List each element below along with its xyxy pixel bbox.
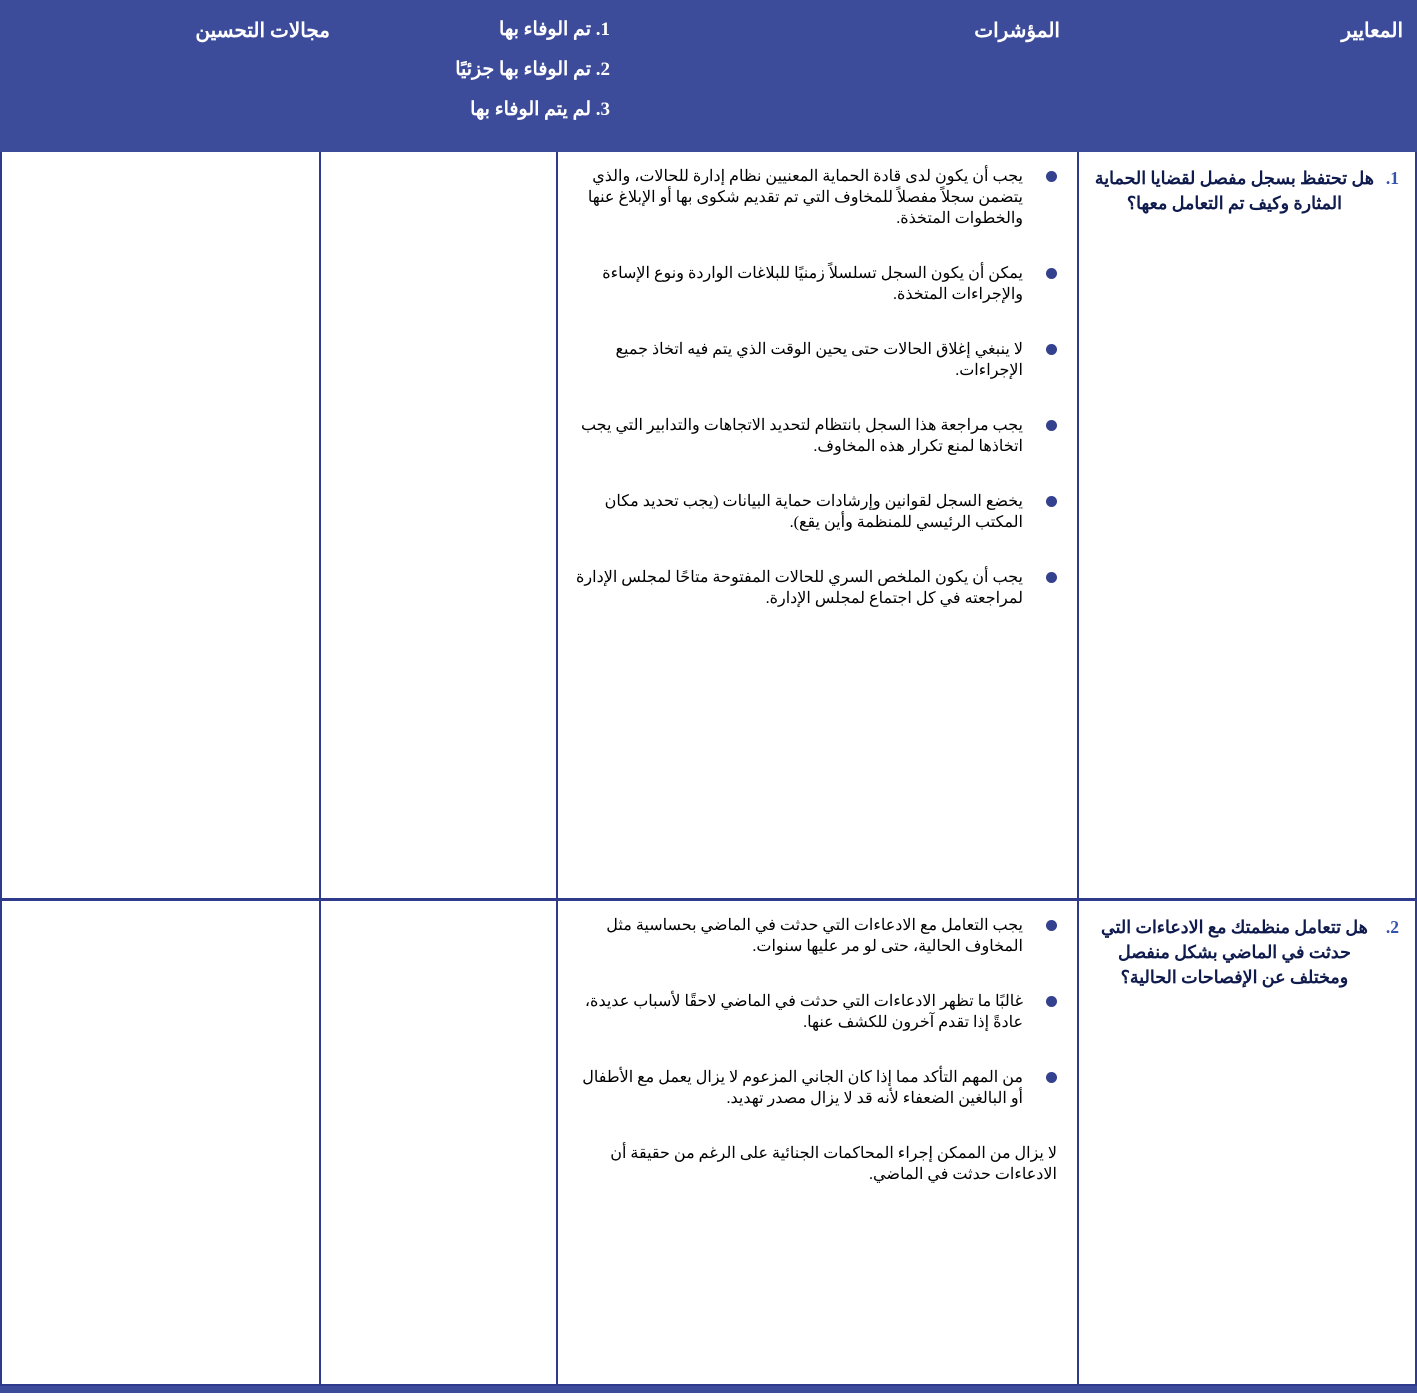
bullet-icon	[1046, 572, 1057, 583]
question-number: 2.	[1385, 917, 1399, 937]
bullet-icon	[1046, 1072, 1057, 1083]
improvement-cell-empty	[2, 152, 319, 898]
column-header-indicators: المؤشرات	[974, 20, 1060, 42]
indicator-item	[576, 491, 1057, 533]
bullet-icon	[1046, 171, 1057, 182]
criteria-question	[1089, 915, 1399, 990]
indicator-list	[576, 166, 1057, 609]
indicator-list	[576, 915, 1057, 1109]
question-text: هل تتعامل منظمتك مع الادعاءات التي حدثت في الماضي بشكل منفصل ومختلف عن الإفصاحات الحالية؟	[1101, 917, 1368, 987]
indicator-item	[576, 166, 1057, 229]
indicator-text: يجب أن يكون لدى قادة الحماية المعنيين نظام إدارة للحالات، والذي يتضمن سجلاً مفصلاً للمخاوف التي تم تقديم شكوى بها أو الإبلاغ عنها والخطوات المتخذة.	[587, 168, 1023, 227]
legend-item-not-met: 3. لم يتم الوفاء بها	[470, 99, 610, 120]
criteria-cell	[1077, 901, 1415, 1384]
rating-legend	[455, 10, 610, 130]
indicator-item	[576, 915, 1057, 957]
bullet-icon	[1046, 496, 1057, 507]
indicator-text: يمكن أن يكون السجل تسلسلاً زمنيًا للبلاغات الواردة ونوع الإساءة والإجراءات المتخذة.	[602, 265, 1023, 303]
column-header-criteria: المعايير	[1341, 20, 1403, 42]
indicators-cell	[556, 901, 1077, 1384]
indicator-note: لا يزال من الممكن إجراء المحاكمات الجنائية على الرغم من حقيقة أن الادعاءات حدثت في الماضي.	[610, 1145, 1057, 1183]
indicator-text: من المهم التأكد مما إذا كان الجاني المزعوم لا يزال يعمل مع الأطفال أو البالغين الضعفاء لأنه قد لا يزال مصدر تهديد.	[582, 1069, 1023, 1107]
indicators-cell	[556, 152, 1077, 898]
indicator-text: يجب مراجعة هذا السجل بانتظام لتحديد الاتجاهات والتدابير التي يجب اتخاذها لمنع تكرار هذه المخاوف.	[580, 417, 1023, 455]
criteria-cell	[1077, 152, 1415, 898]
indicator-item	[576, 567, 1057, 609]
bullet-icon	[1046, 920, 1057, 931]
indicator-item	[576, 1067, 1057, 1109]
indicator-text: غالبًا ما تظهر الادعاءات التي حدثت في الماضي لاحقًا لأسباب عديدة، عادةً إذا تقدم آخرون للكشف عنها.	[584, 993, 1023, 1031]
indicator-text: يجب أن يكون الملخص السري للحالات المفتوحة متاحًا لمجلس الإدارة لمراجعته في كل اجتماع لمجلس الإدارة.	[576, 569, 1023, 607]
bottom-page-band	[0, 1386, 1417, 1393]
bullet-icon	[1046, 996, 1057, 1007]
indicator-text: يخضع السجل لقوانين وإرشادات حماية البيانات (يجب تحديد مكان المكتب الرئيسي للمنظمة وأين يقع).	[604, 493, 1023, 531]
table-row	[2, 898, 1415, 1384]
question-text: هل تحتفظ بسجل مفصل لقضايا الحماية المثارة وكيف تم التعامل معها؟	[1094, 168, 1374, 213]
criteria-question	[1089, 166, 1399, 216]
column-header-improvement-areas: مجالات التحسين	[195, 20, 330, 42]
indicator-item	[576, 339, 1057, 381]
table-row	[2, 152, 1415, 898]
indicator-item	[576, 991, 1057, 1033]
improvement-cell-empty	[2, 901, 319, 1384]
indicator-item	[576, 415, 1057, 457]
rating-cell-empty	[319, 901, 556, 1384]
table-body	[0, 152, 1417, 1386]
bullet-icon	[1046, 420, 1057, 431]
indicator-item	[576, 263, 1057, 305]
table-header	[0, 0, 1417, 152]
bullet-icon	[1046, 344, 1057, 355]
indicator-text: لا ينبغي إغلاق الحالات حتى يحين الوقت الذي يتم فيه اتخاذ جميع الإجراءات.	[615, 341, 1023, 379]
legend-item-met: 1. تم الوفاء بها	[499, 19, 610, 40]
legend-item-partially-met: 2. تم الوفاء بها جزئيًا	[455, 59, 610, 80]
rating-cell-empty	[319, 152, 556, 898]
bullet-icon	[1046, 268, 1057, 279]
indicator-text: يجب التعامل مع الادعاءات التي حدثت في الماضي بحساسية مثل المخاوف الحالية، حتى لو مر عليها سنوات.	[606, 917, 1023, 955]
question-number: 1.	[1385, 168, 1399, 188]
